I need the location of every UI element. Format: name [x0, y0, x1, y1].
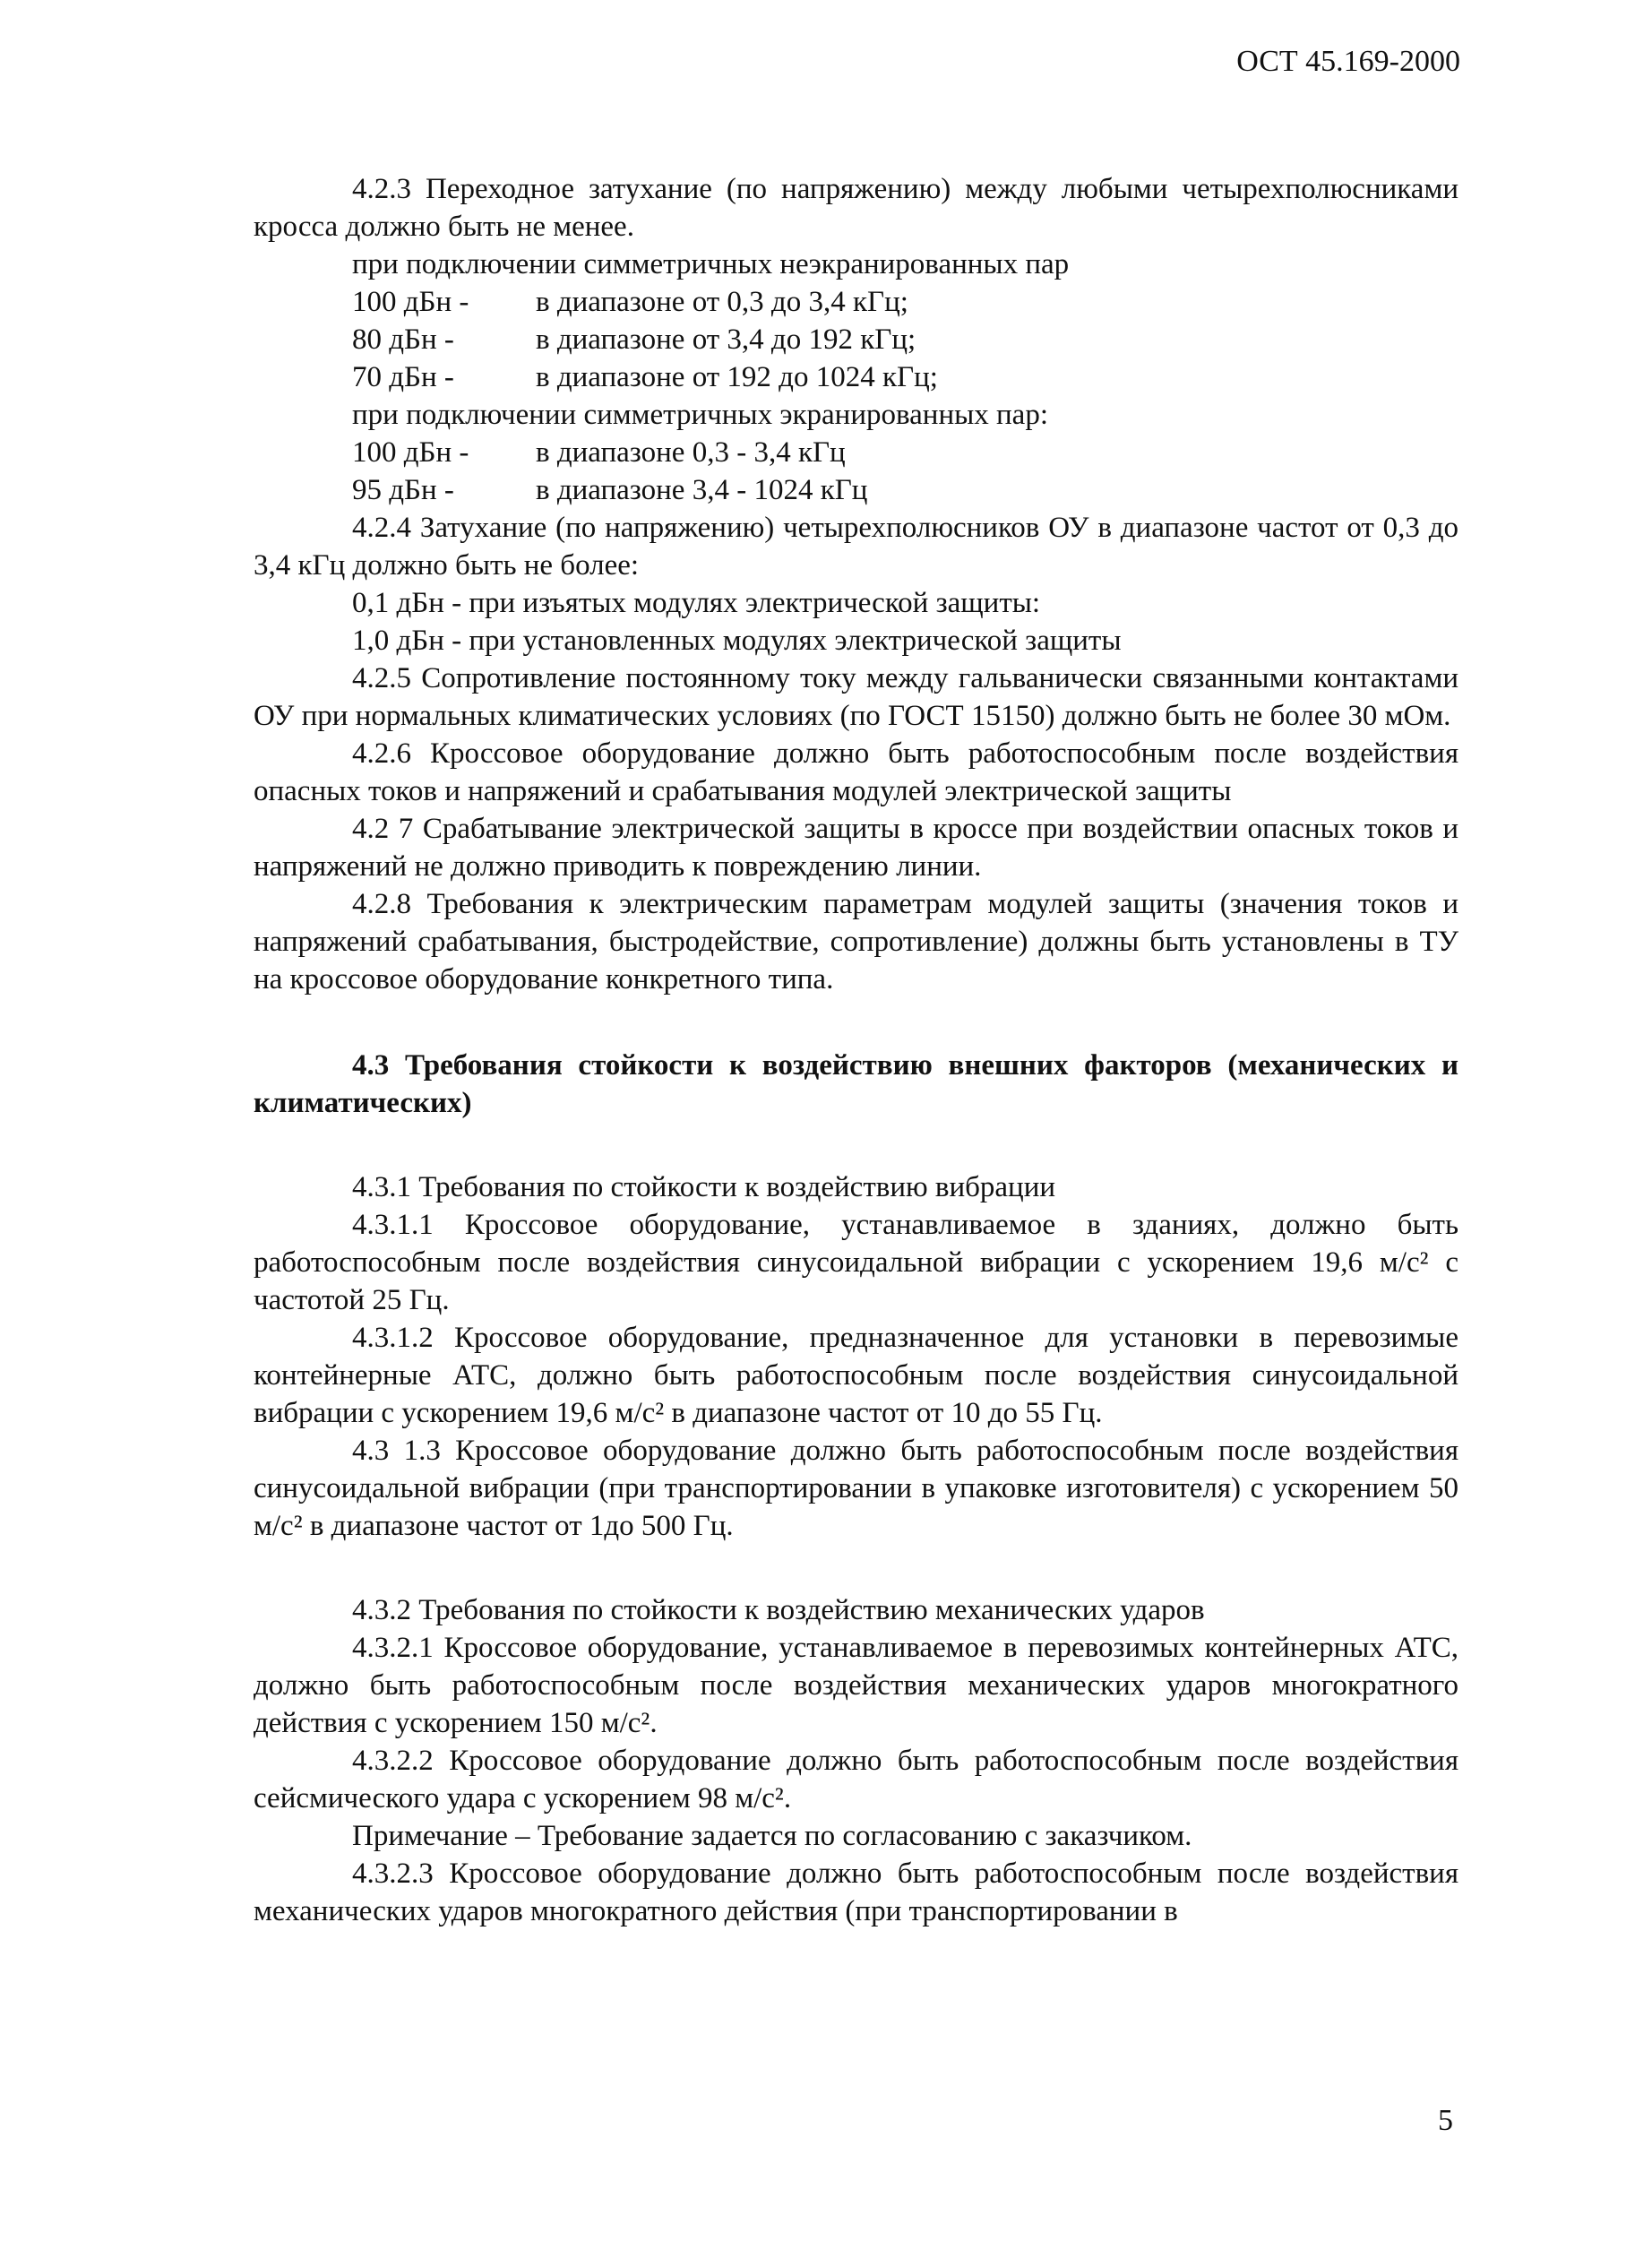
- paragraph-4-2-4-b: 1,0 дБн - при установленных модулях электрической защиты: [352, 625, 1122, 657]
- section-heading-4-3: 4.3 Требования стойкости к воздействию внешних факторов (механических и климатических): [254, 1049, 1458, 1119]
- frequency-range: в диапазоне 0,3 - 3,4 кГц: [536, 436, 846, 469]
- paragraph-4-2-6: 4.2.6 Кроссовое оборудование должно быть работоспособным после воздействия опасных токов и напряжений и срабатывания модулей электрической защиты: [254, 737, 1458, 807]
- paragraph-4-3-1-1: 4.3.1.1 Кроссовое оборудование, устанавливаемое в зданиях, должно быть работоспособным после воздействия синусоидальной вибрации с ускорением 19,6 м/с² с частотой 25 Гц.: [254, 1209, 1458, 1316]
- attenuation-value: 80 дБн -: [352, 323, 454, 356]
- shielded-row: [254, 434, 1458, 471]
- paragraph-4-2-4: 4.2.4 Затухание (по напряжению) четырехполюсников ОУ в диапазоне частот от 0,3 до 3,4 кГц должно быть не более:: [254, 512, 1458, 582]
- document-body: [254, 170, 1458, 1930]
- frequency-range: в диапазоне от 3,4 до 192 кГц;: [536, 323, 916, 356]
- paragraph-4-2-8: 4.2.8 Требования к электрическим параметрам модулей защиты (значения токов и напряжений срабатывания, быстродействие, сопротивление) должны быть установлены в ТУ на кроссовое оборудование конкретного типа.: [254, 888, 1458, 996]
- frequency-range: в диапазоне 3,4 - 1024 кГц: [536, 474, 868, 506]
- paragraph-4-3-2-3: 4.3.2.3 Кроссовое оборудование должно быть работоспособным после воздействия механических ударов многократного действия (при транспортировании в: [254, 1858, 1458, 1927]
- paragraph-4-3-2-2: 4.3.2.2 Кроссовое оборудование должно быть работоспособным после воздействия сейсмического удара с ускорением 98 м/с².: [254, 1745, 1458, 1814]
- paragraph-4-2-5: 4.2.5 Сопротивление постоянному току между гальванически связанными контактами ОУ при нормальных климатических условиях (по ГОСТ 15150) должно быть не более 30 мОм.: [254, 662, 1458, 732]
- paragraph-4-3-2: 4.3.2 Требования по стойкости к воздействию механических ударов: [352, 1594, 1205, 1626]
- attenuation-value: 100 дБн -: [352, 286, 469, 318]
- unshielded-row: [254, 283, 1458, 321]
- document-code: ОСТ 45.169-2000: [1236, 45, 1460, 78]
- paragraph-4-2-7: 4.2 7 Срабатывание электрической защиты в кроссе при воздействии опасных токов и напряжений не должно приводить к повреждению линии.: [254, 813, 1458, 883]
- attenuation-value: 95 дБн -: [352, 474, 454, 506]
- attenuation-value: 100 дБн -: [352, 436, 469, 469]
- unshielded-row: [254, 321, 1458, 358]
- paragraph-4-3-1-3: 4.3 1.3 Кроссовое оборудование должно быть работоспособным после воздействия синусоидальной вибрации (при транспортировании в упаковке изготовителя) с ускорением 50 м/с² в диапазоне частот от 1до 500 Гц.: [254, 1435, 1458, 1542]
- unshielded-row: [254, 358, 1458, 396]
- unshielded-intro: при подключении симметричных неэкранированных пар: [352, 248, 1070, 280]
- paragraph-4-2-4-a: 0,1 дБн - при изъятых модулях электрической защиты:: [352, 587, 1041, 619]
- frequency-range: в диапазоне от 0,3 до 3,4 кГц;: [536, 286, 908, 318]
- paragraph-4-3-2-1: 4.3.2.1 Кроссовое оборудование, устанавливаемое в перевозимых контейнерных АТС, должно быть работоспособным после воздействия механических ударов многократного действия с ускорением 150 м/с².: [254, 1632, 1458, 1739]
- attenuation-value: 70 дБн -: [352, 361, 454, 393]
- shielded-intro: при подключении симметричных экранированных пар:: [352, 399, 1048, 431]
- note: Примечание – Требование задается по согласованию с заказчиком.: [352, 1820, 1192, 1852]
- paragraph-4-2-3: 4.2.3 Переходное затухание (по напряжению) между любыми четырехполюсниками кросса должно быть не менее.: [254, 173, 1458, 243]
- frequency-range: в диапазоне от 192 до 1024 кГц;: [536, 361, 938, 393]
- spacer: [254, 1545, 1458, 1591]
- page-number: 5: [1438, 2104, 1453, 2137]
- paragraph-4-3-1-2: 4.3.1.2 Кроссовое оборудование, предназначенное для установки в перевозимые контейнерные АТС, должно быть работоспособным после воздействия синусоидальной вибрации с ускорением 19,6 м/с² в диапазоне частот от 10 до 55 Гц.: [254, 1322, 1458, 1429]
- shielded-row: [254, 471, 1458, 509]
- paragraph-4-3-1: 4.3.1 Требования по стойкости к воздействию вибрации: [352, 1171, 1056, 1203]
